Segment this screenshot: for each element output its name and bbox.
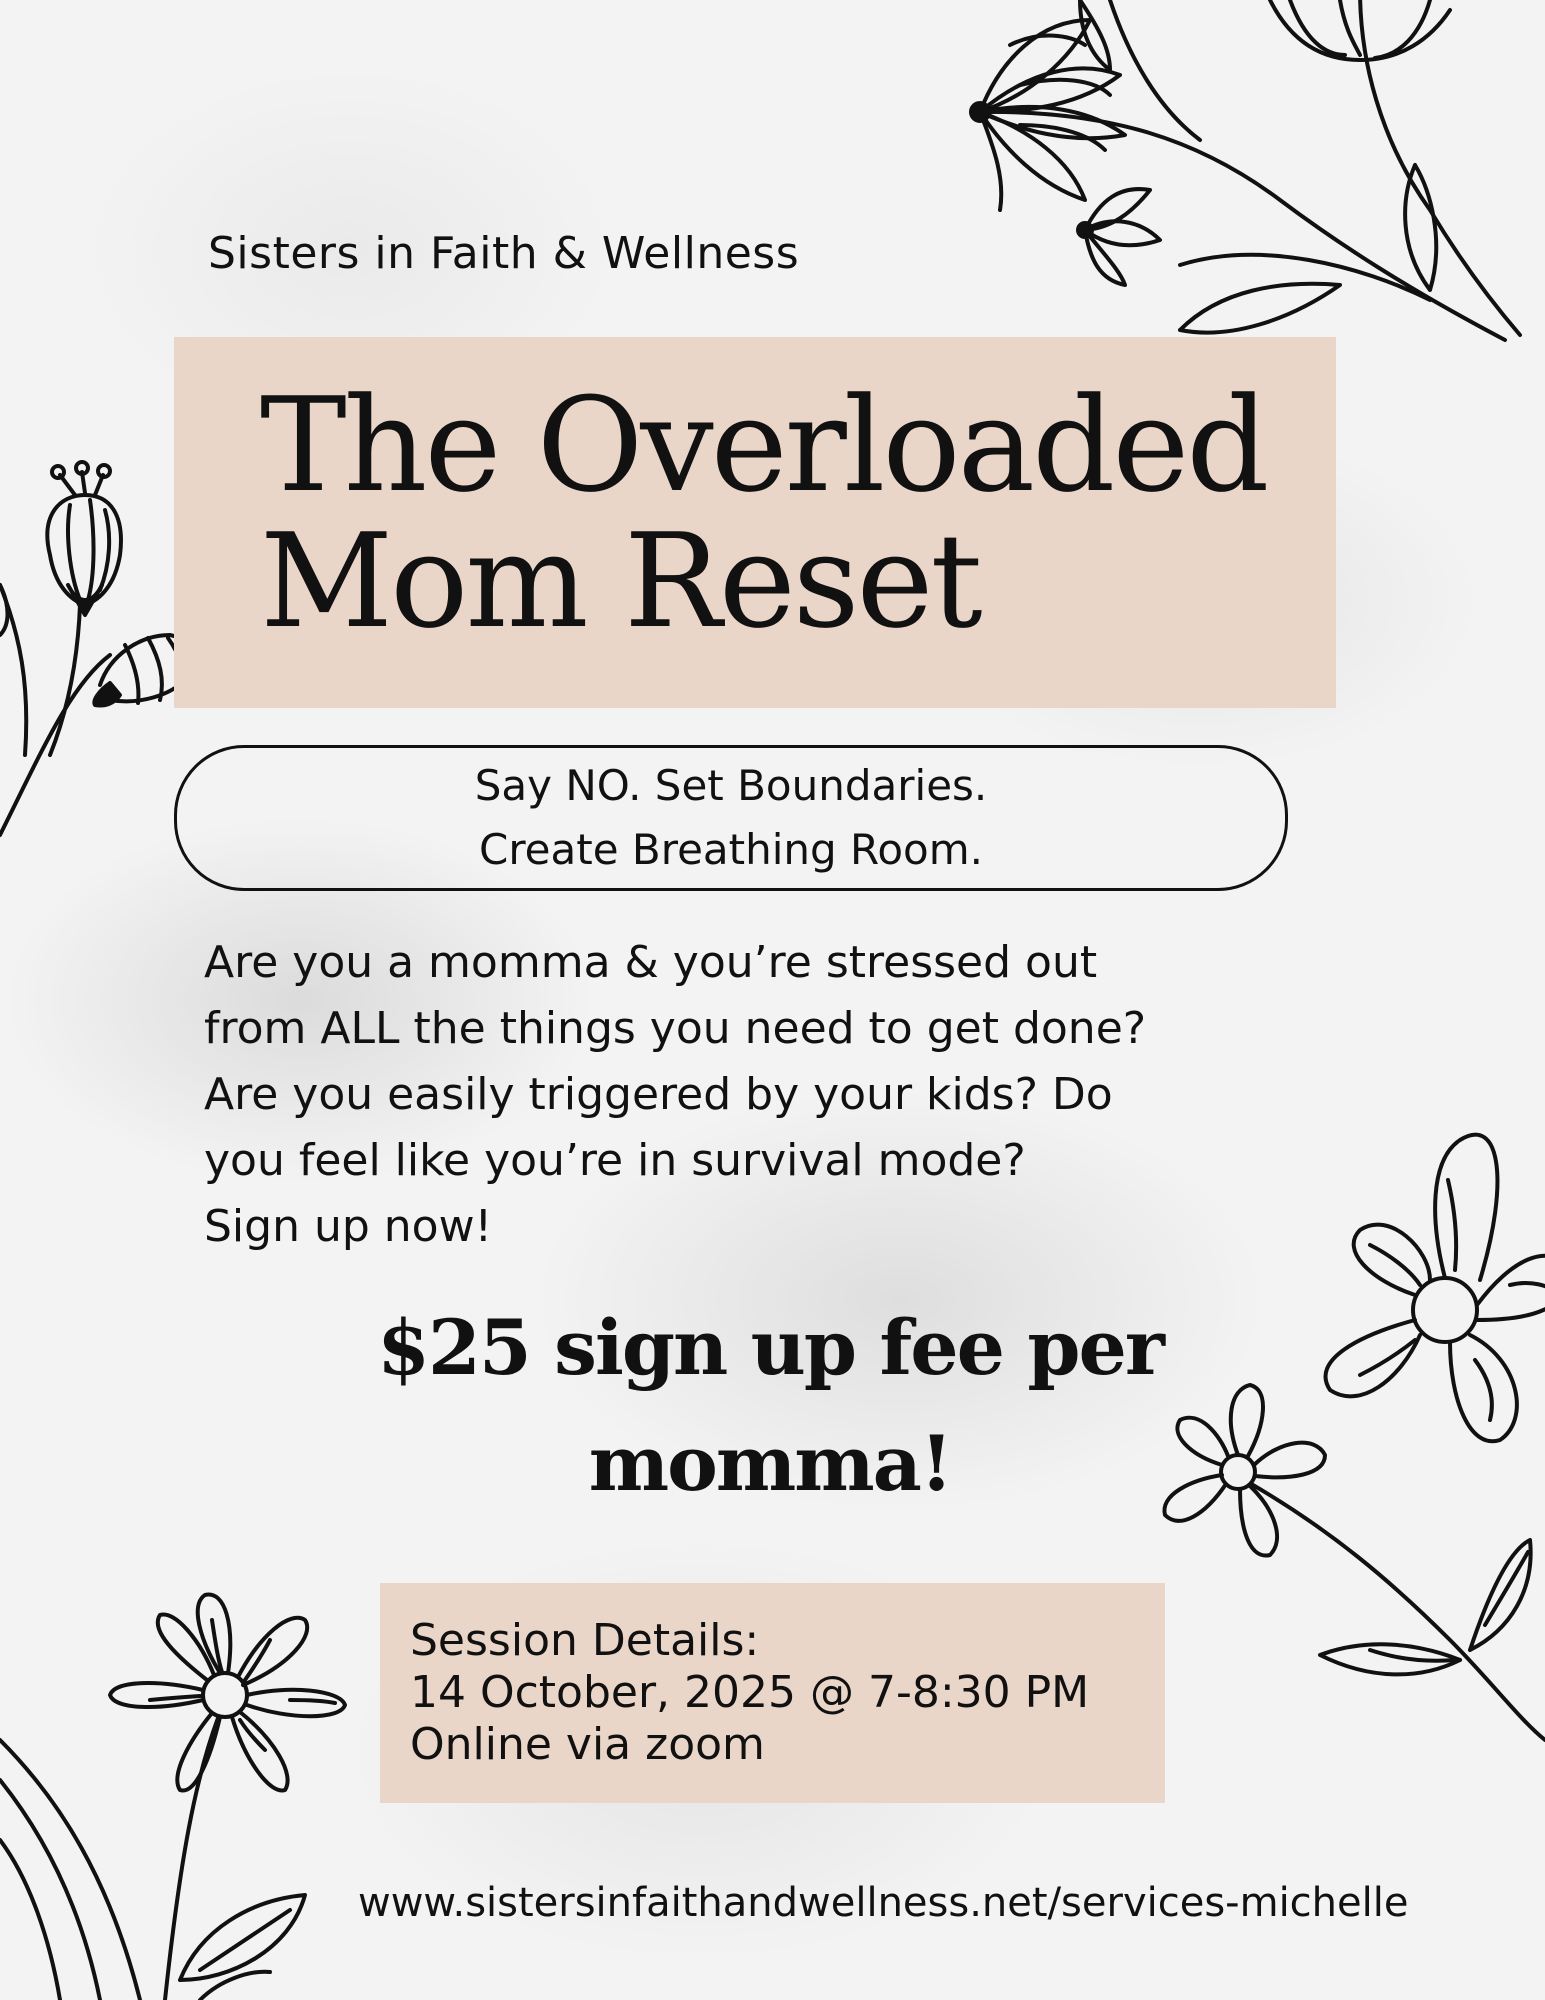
tagline-line-2: Create Breathing Room. bbox=[479, 825, 983, 874]
flower-illustration-top-right bbox=[960, 0, 1545, 360]
description-line: you feel like you’re in survival mode? bbox=[204, 1135, 1026, 1186]
event-title-line-2: Mom Reset bbox=[260, 505, 980, 657]
title-banner bbox=[174, 337, 1336, 708]
tagline-pill bbox=[174, 745, 1288, 891]
daisy-illustration-bottom-left bbox=[0, 1580, 360, 2000]
description-line: Are you a momma & you’re stressed out bbox=[204, 937, 1098, 988]
description-line: from ALL the things you need to get done? bbox=[204, 1003, 1147, 1054]
description-line: Sign up now! bbox=[204, 1201, 493, 1252]
event-title-line-1: The Overloaded bbox=[260, 369, 1267, 521]
fee-line-1: $25 sign up fee per bbox=[377, 1303, 1163, 1392]
organization-name: Sisters in Faith & Wellness bbox=[208, 228, 800, 279]
event-title bbox=[260, 369, 1267, 657]
session-date-time: 14 October, 2025 @ 7-8:30 PM bbox=[410, 1667, 1090, 1718]
session-details-text bbox=[410, 1615, 1089, 1771]
session-location: Online via zoom bbox=[410, 1719, 765, 1770]
website-link[interactable]: www.sistersinfaithandwellness.net/services-michelle bbox=[358, 1880, 1409, 1926]
session-heading: Session Details: bbox=[410, 1615, 760, 1666]
description-line: Are you easily triggered by your kids? Do bbox=[204, 1069, 1113, 1120]
fee-line-2: momma! bbox=[588, 1419, 952, 1508]
tagline-line-1: Say NO. Set Boundaries. bbox=[474, 761, 988, 810]
session-details-box bbox=[380, 1583, 1165, 1803]
description-paragraph bbox=[204, 930, 1254, 1260]
sign-up-fee bbox=[360, 1290, 1180, 1522]
